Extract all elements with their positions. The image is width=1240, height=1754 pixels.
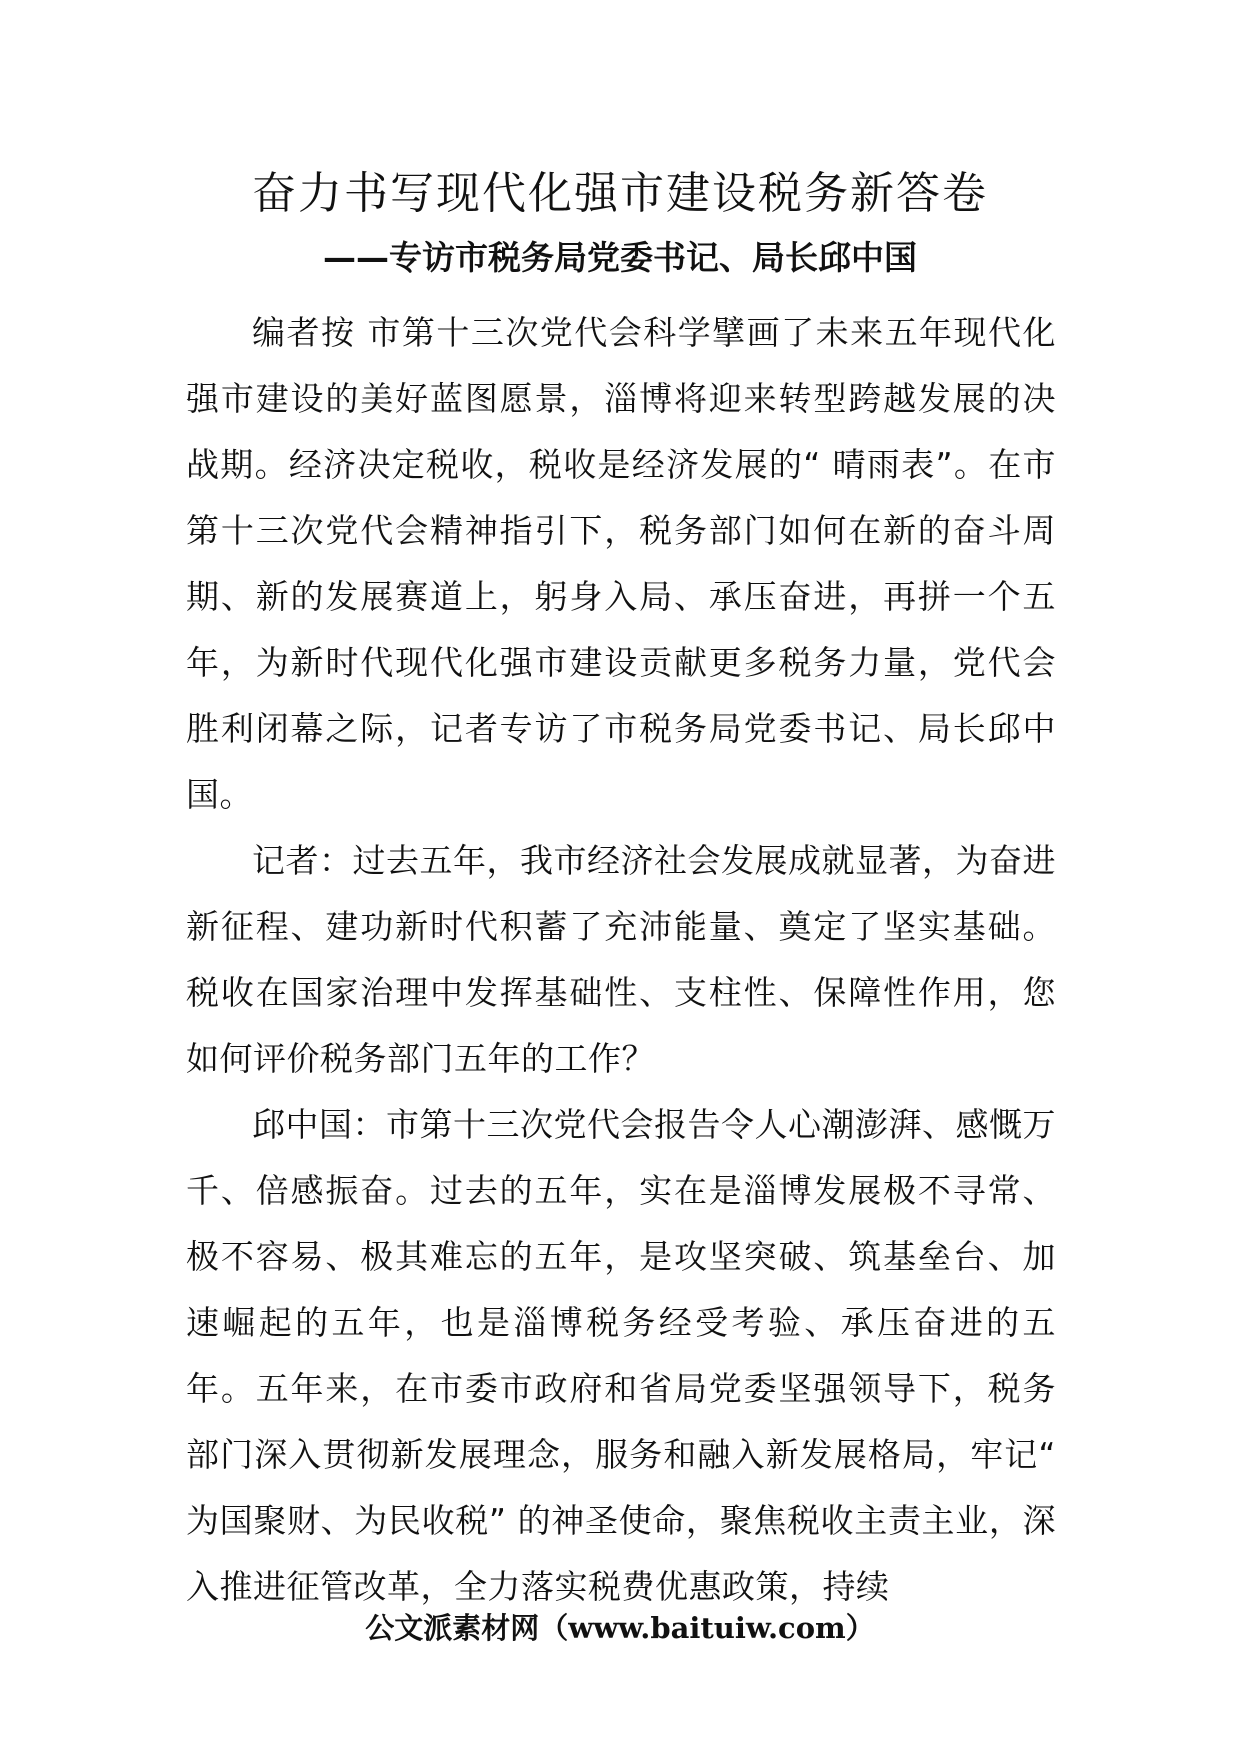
- footer-watermark: 公文派素材网（www.baituiw.com）: [365, 1611, 875, 1645]
- document-title: 奋力书写现代化强市建设税务新答卷: [252, 168, 988, 219]
- editor-note-paragraph: 编者按 市第十三次党代会科学擘画了未来五年现代化强市建设的美好蓝图愿景，淄博将迎来转型跨越发展的决战期。经济决定税收，税收是经济发展的“ 晴雨表”。在市第十三次党代会精神指引下，税务部门如何在新的奋斗周期、新的发展赛道上，躬身入局、承压奋进，再拼一个五年，为新时代现代化强市建设贡献更多税务力量，党代会胜利闭幕之际，记者专访了市税务局党委书记、局长邱中国。: [186, 313, 1056, 814]
- reporter-question-paragraph: 记者：过去五年，我市经济社会发展成就显著，为奋进新征程、建功新时代积蓄了充沛能量、奠定了坚实基础。税收在国家治理中发挥基础性、支柱性、保障性作用，您如何评价税务部门五年的工作？: [186, 841, 1056, 1078]
- interviewee-answer-paragraph: 邱中国：市第十三次党代会报告令人心潮澎湃、感慨万千、倍感振奋。过去的五年，实在是淄博发展极不寻常、极不容易、极其难忘的五年，是攻坚突破、筑基垒台、加速崛起的五年，也是淄博税务经受考验、承压奋进的五年。五年来，在市委市政府和省局党委坚强领导下，税务部门深入贯彻新发展理念，服务和融入新发展格局，牢记“ 为国聚财、为民收税” 的神圣使命，聚焦税收主责主业，深入推进征管改革，全力落实税费优惠政策，持续: [186, 1105, 1056, 1606]
- document-subtitle: ——专访市税务局党委书记、局长邱中国: [323, 238, 917, 277]
- document-body: [186, 300, 1056, 1620]
